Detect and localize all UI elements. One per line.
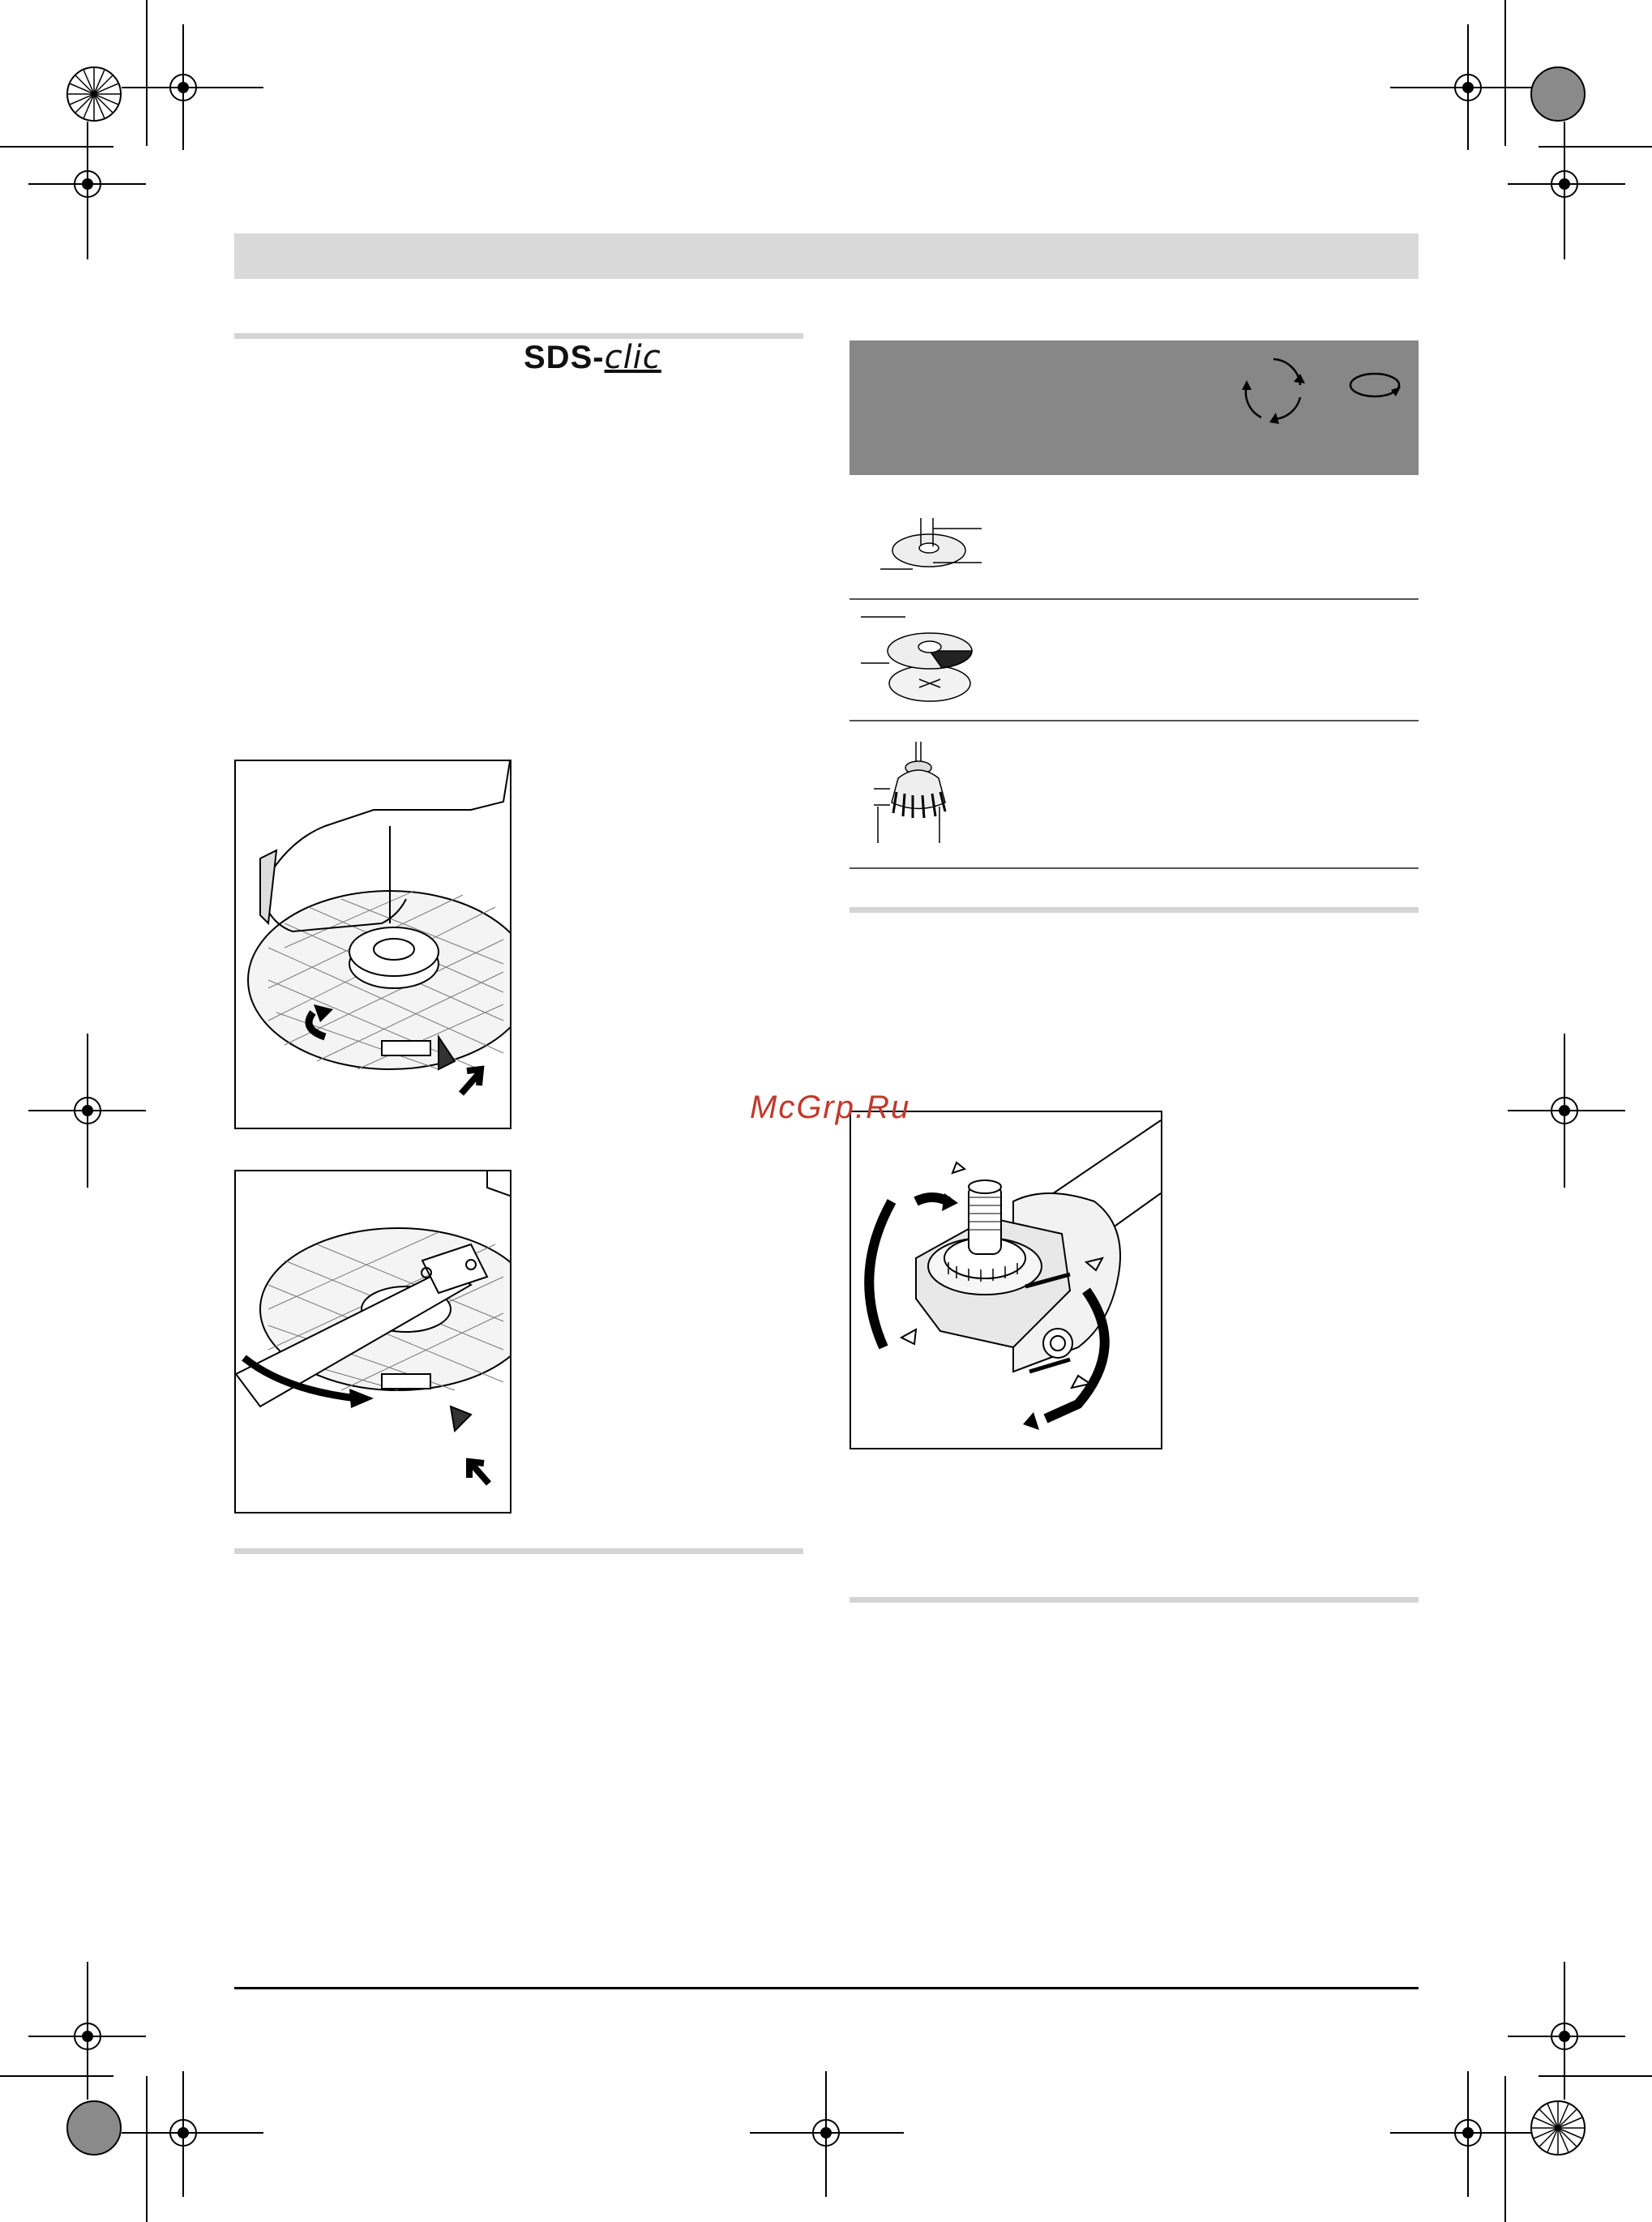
cutting-disc-icon — [880, 514, 994, 587]
watermark: McGrp.Ru — [750, 1090, 911, 1125]
tool-table-header — [850, 340, 1419, 475]
table-row — [850, 600, 1419, 721]
gear-head-rotation-figure — [851, 1112, 1161, 1448]
rotation-direction-icon — [1346, 369, 1404, 401]
section-rule-right-middle — [850, 907, 1419, 913]
section-rule-left-bottom — [234, 1548, 803, 1554]
quick-clamp-nut-loosening-figure — [236, 761, 510, 1128]
footer-rule — [234, 1987, 1419, 1989]
figure-gear-head — [850, 1111, 1162, 1449]
figure-clamp-nut — [234, 760, 511, 1129]
two-pin-spanner-figure — [236, 1171, 510, 1512]
figure-spanner — [234, 1170, 511, 1513]
header-bar — [234, 233, 1419, 279]
recycle-arrows-icon — [1237, 353, 1310, 426]
section-rule-right-bottom — [850, 1597, 1419, 1603]
table-row — [850, 721, 1419, 869]
cup-brush-icon — [874, 742, 971, 847]
sds-clic-logo: SDS-clic — [524, 339, 661, 376]
grinding-disc-icon — [861, 614, 982, 712]
table-row — [850, 475, 1419, 600]
section-rule-left-top — [234, 333, 803, 339]
